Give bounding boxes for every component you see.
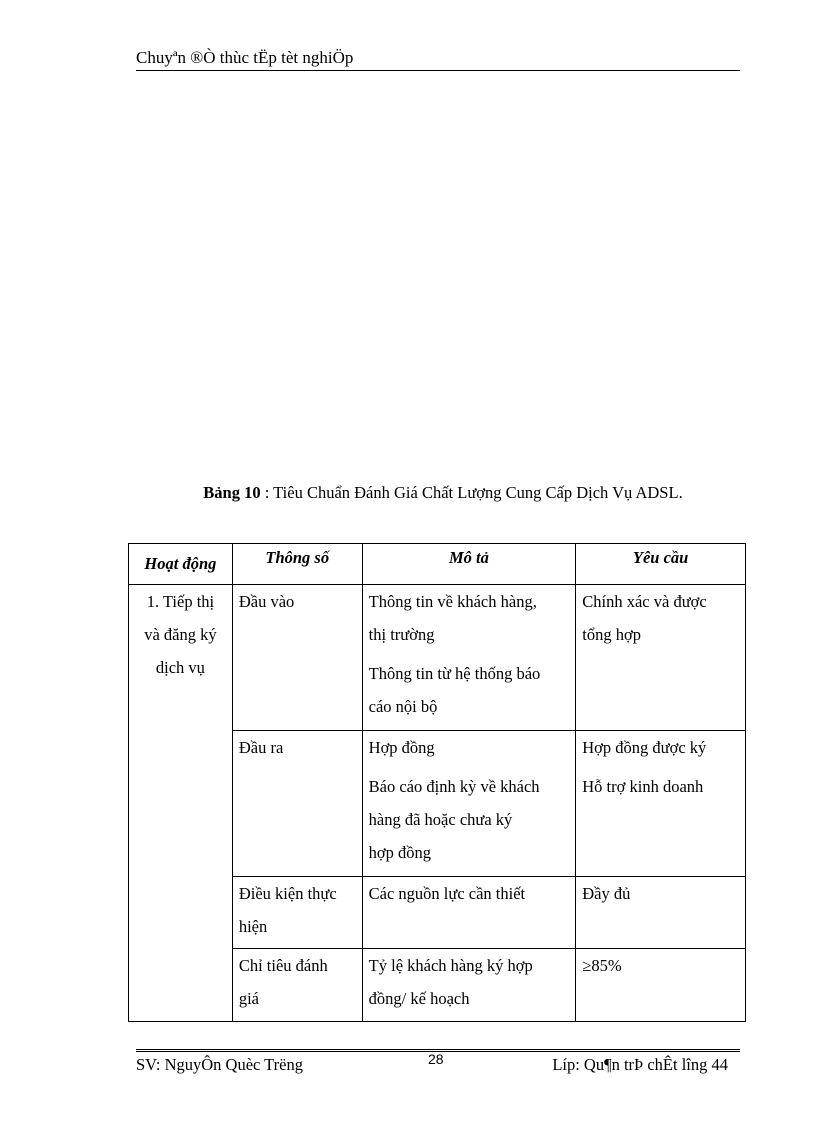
param-cell xyxy=(232,949,362,1022)
param-line: hiện xyxy=(238,917,268,936)
req-cell xyxy=(576,585,746,731)
desc-line: Hợp đồng xyxy=(368,738,435,757)
table-row xyxy=(129,585,746,731)
desc-line: Báo cáo định kỳ về khách xyxy=(368,777,540,796)
header-requirement: Yêu cầu xyxy=(576,544,746,585)
req-line: ≥85% xyxy=(582,956,622,975)
param-line: Chỉ tiêu đánh xyxy=(238,956,328,975)
desc-line: Thông tin từ hệ thống báo xyxy=(368,664,541,683)
desc-line: cáo nội bộ xyxy=(368,697,438,716)
desc-cell xyxy=(362,949,576,1022)
param-cell: Đầu vào xyxy=(232,585,362,731)
desc-line: Thông tin về khách hàng, xyxy=(368,592,537,611)
req-line: Đầy đủ xyxy=(582,884,631,903)
param-cell xyxy=(232,877,362,949)
activity-line: dịch vụ xyxy=(155,658,205,677)
header-parameter: Thông số xyxy=(232,544,362,585)
desc-line: thị trường xyxy=(368,625,435,644)
activity-line: và đăng ký xyxy=(144,625,217,644)
table-caption xyxy=(100,483,786,503)
desc-line: Các nguồn lực cần thiết xyxy=(368,884,526,903)
req-line: Hỗ trợ kinh doanh xyxy=(582,777,704,796)
req-cell xyxy=(576,731,746,877)
param-line: giá xyxy=(238,989,260,1008)
desc-cell xyxy=(362,731,576,877)
caption-label: Bảng 10 xyxy=(203,483,261,502)
req-line: Chính xác và được xyxy=(582,592,707,611)
footer-student: SV: NguyÔn Quèc Trëng xyxy=(136,1055,303,1074)
desc-cell xyxy=(362,585,576,731)
activity-line: 1. Tiếp thị xyxy=(146,592,215,611)
quality-standards-table xyxy=(128,543,746,1022)
caption-text: Tiêu Chuẩn Đánh Giá Chất Lượng Cung Cấp Dịch Vụ ADSL. xyxy=(273,483,683,502)
req-line: Hợp đồng được ký xyxy=(582,738,707,757)
page-header: Chuyªn ®Ò thùc tËp tèt nghiÖp xyxy=(136,48,740,71)
header-description: Mô tả xyxy=(362,544,576,585)
caption-separator: : xyxy=(260,483,274,502)
req-cell xyxy=(576,877,746,949)
activity-cell xyxy=(129,585,233,1022)
table-header-row xyxy=(129,544,746,585)
page-number: 28 xyxy=(428,1051,444,1067)
desc-line: hàng đã hoặc chưa ký xyxy=(368,810,513,829)
desc-line: Tỷ lệ khách hàng ký hợp xyxy=(368,956,533,975)
desc-cell xyxy=(362,877,576,949)
desc-line: hợp đồng xyxy=(368,843,432,862)
req-cell xyxy=(576,949,746,1022)
param-cell: Đầu ra xyxy=(232,731,362,877)
req-line: tổng hợp xyxy=(582,625,641,644)
footer-class: Líp: Qu¶n trÞ chÊt lîng 44 xyxy=(552,1055,728,1074)
desc-line: đồng/ kế hoạch xyxy=(368,989,470,1008)
header-activity: Hoạt động xyxy=(129,544,233,585)
param-line: Điều kiện thực xyxy=(238,884,337,903)
